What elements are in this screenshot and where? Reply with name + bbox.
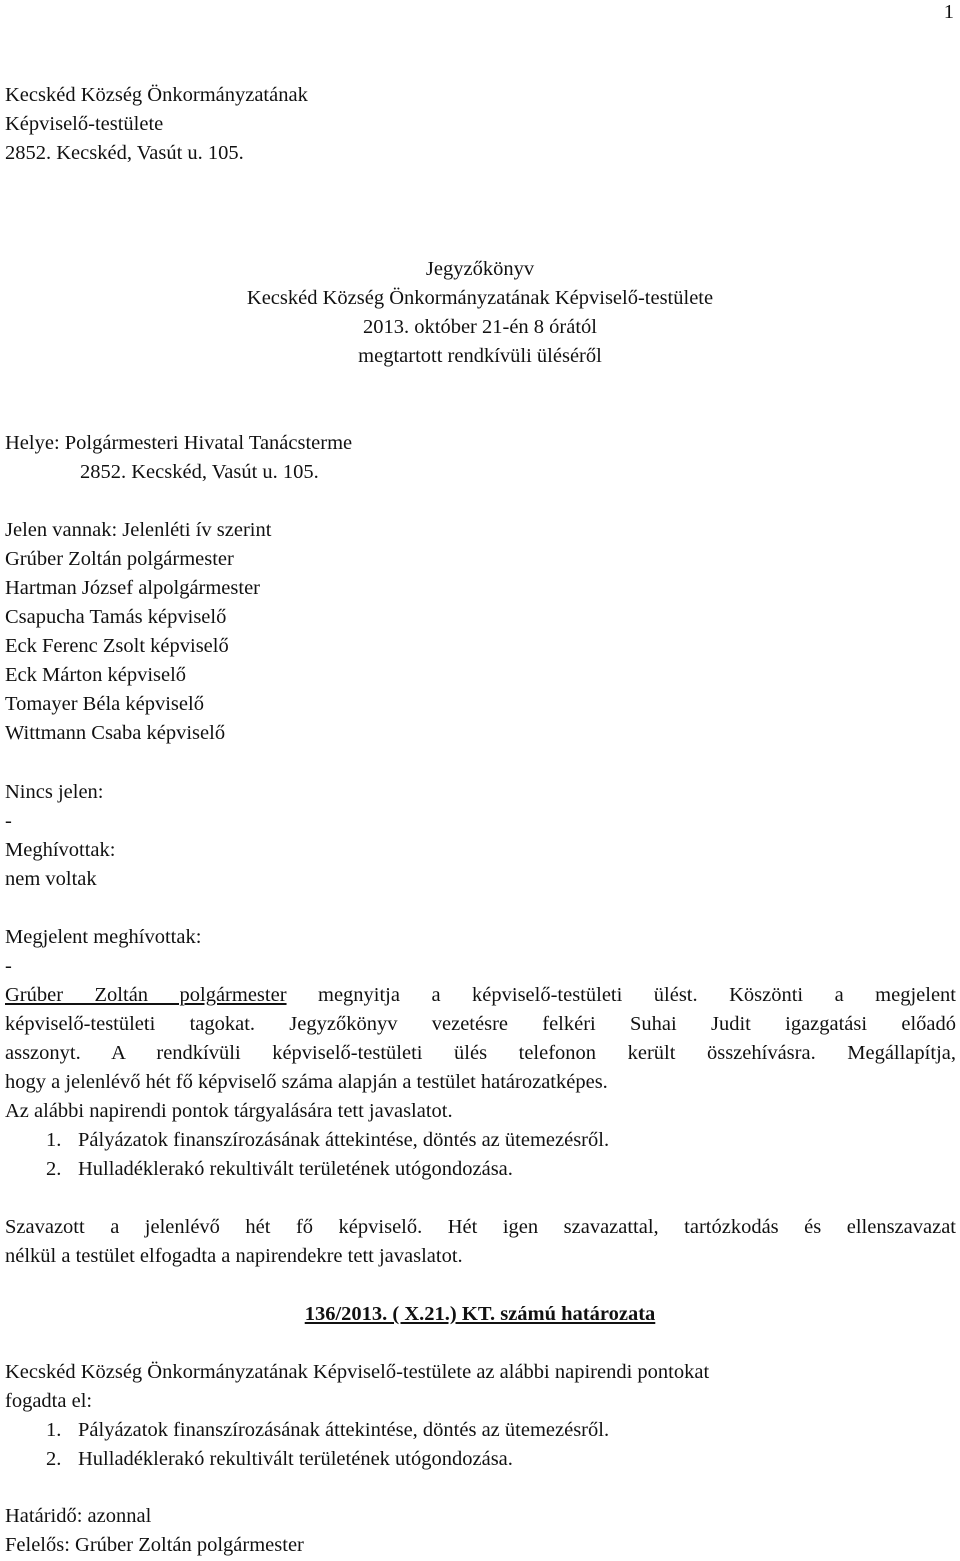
absent-heading: Nincs jelen:	[5, 781, 104, 803]
present-heading: Jelen vannak: Jelenléti ív szerint	[5, 519, 272, 541]
intro-line-3: asszonyt. A rendkívüli képviselő-testületi ülés telefonon került összehívásra. Megállapítja,	[5, 1042, 956, 1064]
vote-line-1: Szavazott a jelenlévő hét fő képviselő. Hét igen szavazattal, tartózkodás és ellenszavazat	[5, 1216, 956, 1238]
agenda-item-1-number: 1.	[46, 1129, 62, 1151]
appeared-value: -	[5, 955, 12, 977]
header-line-2: Képviselő-testülete	[5, 113, 164, 135]
resolution-line-2: fogadta el:	[5, 1390, 93, 1412]
agenda-item-2-number: 2.	[46, 1158, 62, 1180]
resolution-responsible: Felelős: Grúber Zoltán polgármester	[5, 1534, 304, 1556]
title-line-3: 2013. október 21-én 8 órától	[363, 316, 597, 338]
agenda-item-1-text: Pályázatok finanszírozásának áttekintése, döntés az ütemezésről.	[78, 1129, 610, 1151]
invited-heading: Meghívottak:	[5, 839, 116, 861]
absent-value: -	[5, 810, 12, 832]
agenda-item-2-text: Hulladéklerakó rekultivált területének utógondozása.	[78, 1158, 513, 1180]
member-5: Eck Márton képviselő	[5, 664, 187, 686]
intro-line-4: hogy a jelenlévő hét fő képviselő száma alapján a testület határozatképes.	[5, 1071, 608, 1093]
title-line-4: megtartott rendkívüli üléséről	[358, 345, 602, 367]
invited-value: nem voltak	[5, 868, 97, 890]
header-line-3: 2852. Kecskéd, Vasút u. 105.	[5, 142, 244, 164]
page-number: 1	[943, 1, 954, 23]
intro-line-5: Az alábbi napirendi pontok tárgyalására tett javaslatot.	[5, 1100, 453, 1122]
title-line-1: Jegyzőkönyv	[425, 258, 535, 280]
resolution-title-text: 136/2013. ( X.21.) KT. számú határozata	[304, 1303, 656, 1325]
intro-line-1	[5, 985, 956, 1006]
header-line-1: Kecskéd Község Önkormányzatának	[5, 84, 308, 106]
member-3: Csapucha Tamás képviselő	[5, 606, 227, 628]
resolution-line-1: Kecskéd Község Önkormányzatának Képviselő-testülete az alábbi napirendi pontokat	[5, 1361, 710, 1383]
member-4: Eck Ferenc Zsolt képviselő	[5, 635, 229, 657]
resolution-item-1-text: Pályázatok finanszírozásának áttekintése, döntés az ütemezésről.	[78, 1419, 610, 1441]
title-line-2: Kecskéd Község Önkormányzatának Képviselő-testülete	[246, 287, 714, 309]
resolution-item-1-number: 1.	[46, 1419, 62, 1441]
intro-line-2: képviselő-testületi tagokat. Jegyzőkönyv vezetésre felkéri Suhai Judit igazgatási előadó	[5, 1013, 956, 1035]
resolution-deadline: Határidő: azonnal	[5, 1505, 152, 1527]
intro-line-1-text: megnyitja a képviselő-testületi ülést. Köszönti a megjelent	[286, 984, 956, 1006]
resolution-title	[0, 1304, 960, 1325]
appeared-heading: Megjelent meghívottak:	[5, 926, 202, 948]
member-1: Grúber Zoltán polgármester	[5, 548, 234, 570]
resolution-item-2-text: Hulladéklerakó rekultivált területének utógondozása.	[78, 1448, 513, 1470]
member-7: Wittmann Csaba képviselő	[5, 722, 226, 744]
resolution-item-2-number: 2.	[46, 1448, 62, 1470]
location-line-1: Helye: Polgármesteri Hivatal Tanácsterme	[5, 432, 353, 454]
member-6: Tomayer Béla képviselő	[5, 693, 204, 715]
location-line-2: 2852. Kecskéd, Vasút u. 105.	[80, 461, 319, 483]
member-2: Hartman József alpolgármester	[5, 577, 261, 599]
vote-line-2: nélkül a testület elfogadta a napirendekre tett javaslatot.	[5, 1245, 463, 1267]
speaker-name: Grúber Zoltán polgármester	[5, 984, 287, 1006]
